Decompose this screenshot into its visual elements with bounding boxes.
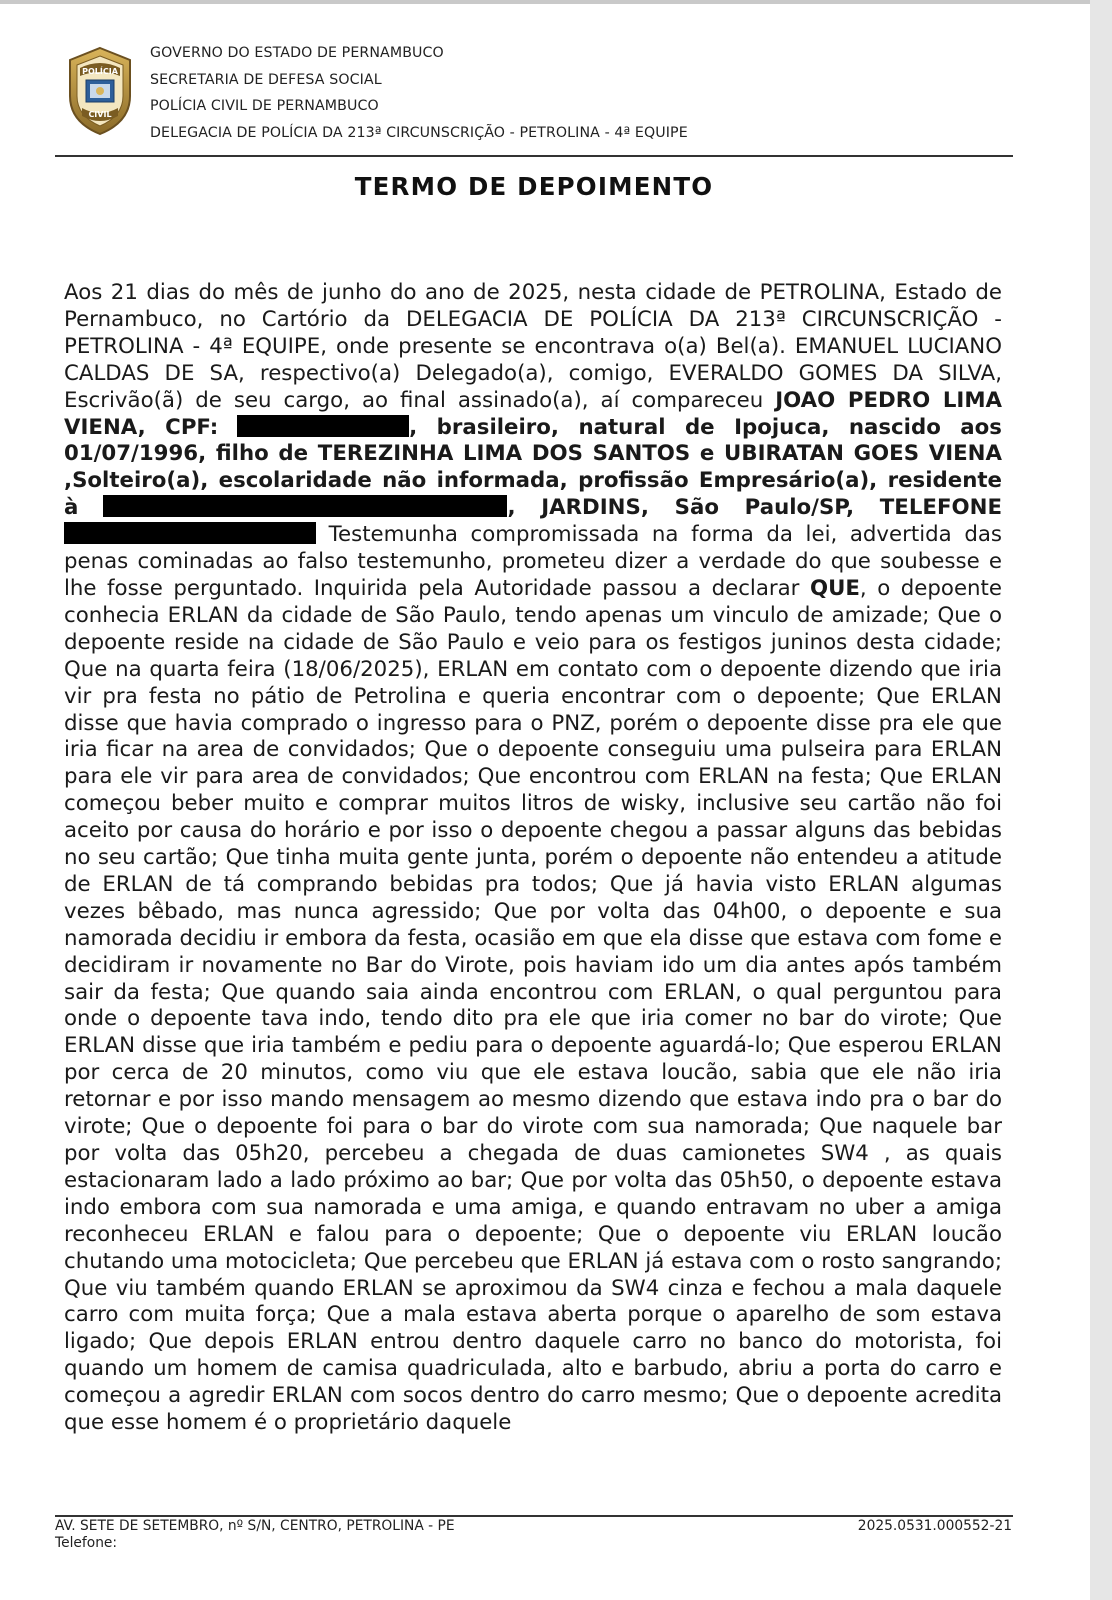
redaction-cpf [237,415,409,437]
redaction-address [103,495,507,517]
header-line-secretariat: SECRETARIA DE DEFESA SOCIAL [150,71,382,88]
svg-text:POLÍCIA: POLÍCIA [82,67,118,76]
footer-divider [55,1515,1013,1517]
witness-identity-details: , brasileiro, natural de Ipojuca, nascido aos 01/07/1996, filho de TEREZINHA LIMA DOS SANTOS e UBIRATAN GOES VIENA ,Solteiro(a), escolaridade não informada, profissão Empresário(a), residente à [64,414,1002,521]
intro-text: Aos 21 dias do mês de junho do ano de 2025, nesta cidade de PETROLINA, Estado de Pernambuco, no Cartório da DELEGACIA DE POLÍCIA DA 213ª CIRCUNSCRIÇÃO - PETROLINA - 4ª EQUIPE, onde presente se encontrava o(a) Bel(a). EMANUEL LUCIANO CALDAS DE SA, respectivo(a) Delegado(a), comigo, EVERALDO GOMES DA SILVA, Escrivão(ã) de seu cargo, ao final assinado(a), aí compareceu [64,280,1002,413]
police-seal-icon [66,46,134,136]
statement-text: , o depoente conhecia ERLAN da cidade de São Paulo, tendo apenas um vinculo de amizade; Que o depoente reside na cidade de São Paulo e veio para os festigos juninos desta cidade; Que na quarta feira (18/06/2025), ERLAN em contato com o depoente dizendo que iria vir pra festa no pátio de Petrolina e queria encontrar com o depoente; Que ERLAN disse que havia comprado o ingresso para o PNZ, porém o depoente disse pra ele que iria ficar na area de convidados; Que o depoente conseguiu uma pulseira para ERLAN para ele vir para area de convidados; Que encontrou com ERLAN na festa; Que ERLAN começou beber muito e comprar muitos litros de wisky, inclusive seu cartão não foi aceito por causa do horário e por isso o depoente chegou a passar alguns das bebidas no seu cartão; Que tinha muita gente junta, porém o depoente não entendeu a atitude de ERLAN de tá comprando bebidas pra todos; Que já havia visto ERLAN algumas vezes bêbado, mas nunca agressido; Que por volta das 04h00, o depoente e sua namorada decidiu ir embora da festa, ocasião em que ela disse que estava com fome e decidiram ir novamente no Bar do Virote, pois haviam ido um dia antes após também sair da festa; Que quando saia ainda encontrou com ERLAN, o qual perguntou para onde o depoente tava indo, tendo dito pra ele que iria comer no bar do virote; Que ERLAN disse que iria também e pediu para o depoente aguardá-lo; Que esperou ERLAN por cerca de 20 minutos, como viu que ele estava loucão, sabia que ele não iria retornar e por isso mando mensagem ao mesmo dizendo que estava indo pra o bar do virote; Que o depoente foi para o bar do virote com sua namorada; Que naquele bar por volta das 05h20, percebeu a chegada de duas camionetes SW4 , as quais estacionaram lado a lado próximo ao bar; Que por volta das 05h50, o depoente estava indo embora com sua namorada e uma amiga, e quando entravam no uber a amiga reconheceu ERLAN e falou para o depoente; Que o depoente viu ERLAN loucão chutando uma motocicleta; Que percebeu que ERLAN já estava com o rosto sangrando; Que viu também quando ERLAN se aproximou da SW4 cinza e fechou a mala daquele carro com muita força; Que a mala estava aberta porque o aparelho de som estava ligado; Que depois ERLAN entrou dentro daquele carro no banco do motorista, foi quando um homem de camisa quadriculada, alto e barbudo, abriu a porta do carro e começou a agredir ERLAN com socos dentro do carro mesmo; Que o depoente acredita que esse homem é o proprietário daquele [64,575,1002,1436]
footer-address: AV. SETE DE SETEMBRO, nº S/N, CENTRO, PETROLINA - PE [55,1518,455,1534]
header-line-government: GOVERNO DO ESTADO DE PERNAMBUCO [150,45,444,61]
oath-text: Testemunha compromissada na forma da lei, advertida das penas cominadas ao falso testemunho, prometeu dizer a verdade do que soubesse e lhe fosse perguntado. Inquirida pela Autoridade passou a declarar [64,522,1002,601]
footer-phone-label: Telefone: [55,1535,118,1551]
top-border [0,0,1090,4]
institution-header [150,40,688,146]
que-keyword: QUE [809,575,860,601]
witness-identity-name: JOAO PEDRO LIMA VIENA, CPF: [64,387,1002,440]
header-line-precinct: DELEGACIA DE POLÍCIA DA 213ª CIRCUNSCRIÇÃO - PETROLINA - 4ª EQUIPE [150,124,688,141]
procedure-number: 2025.0531.000552-21 [857,1518,1012,1534]
testimony-body [64,280,1002,1437]
document-title: TERMO DE DEPOIMENTO [354,172,714,201]
svg-text:CIVIL: CIVIL [88,110,112,119]
witness-location: , JARDINS, São Paulo/SP, TELEFONE [507,495,1003,521]
header-line-police: POLÍCIA CIVIL DE PERNAMBUCO [150,98,379,115]
header-divider [55,155,1013,157]
redaction-phone [64,522,316,544]
